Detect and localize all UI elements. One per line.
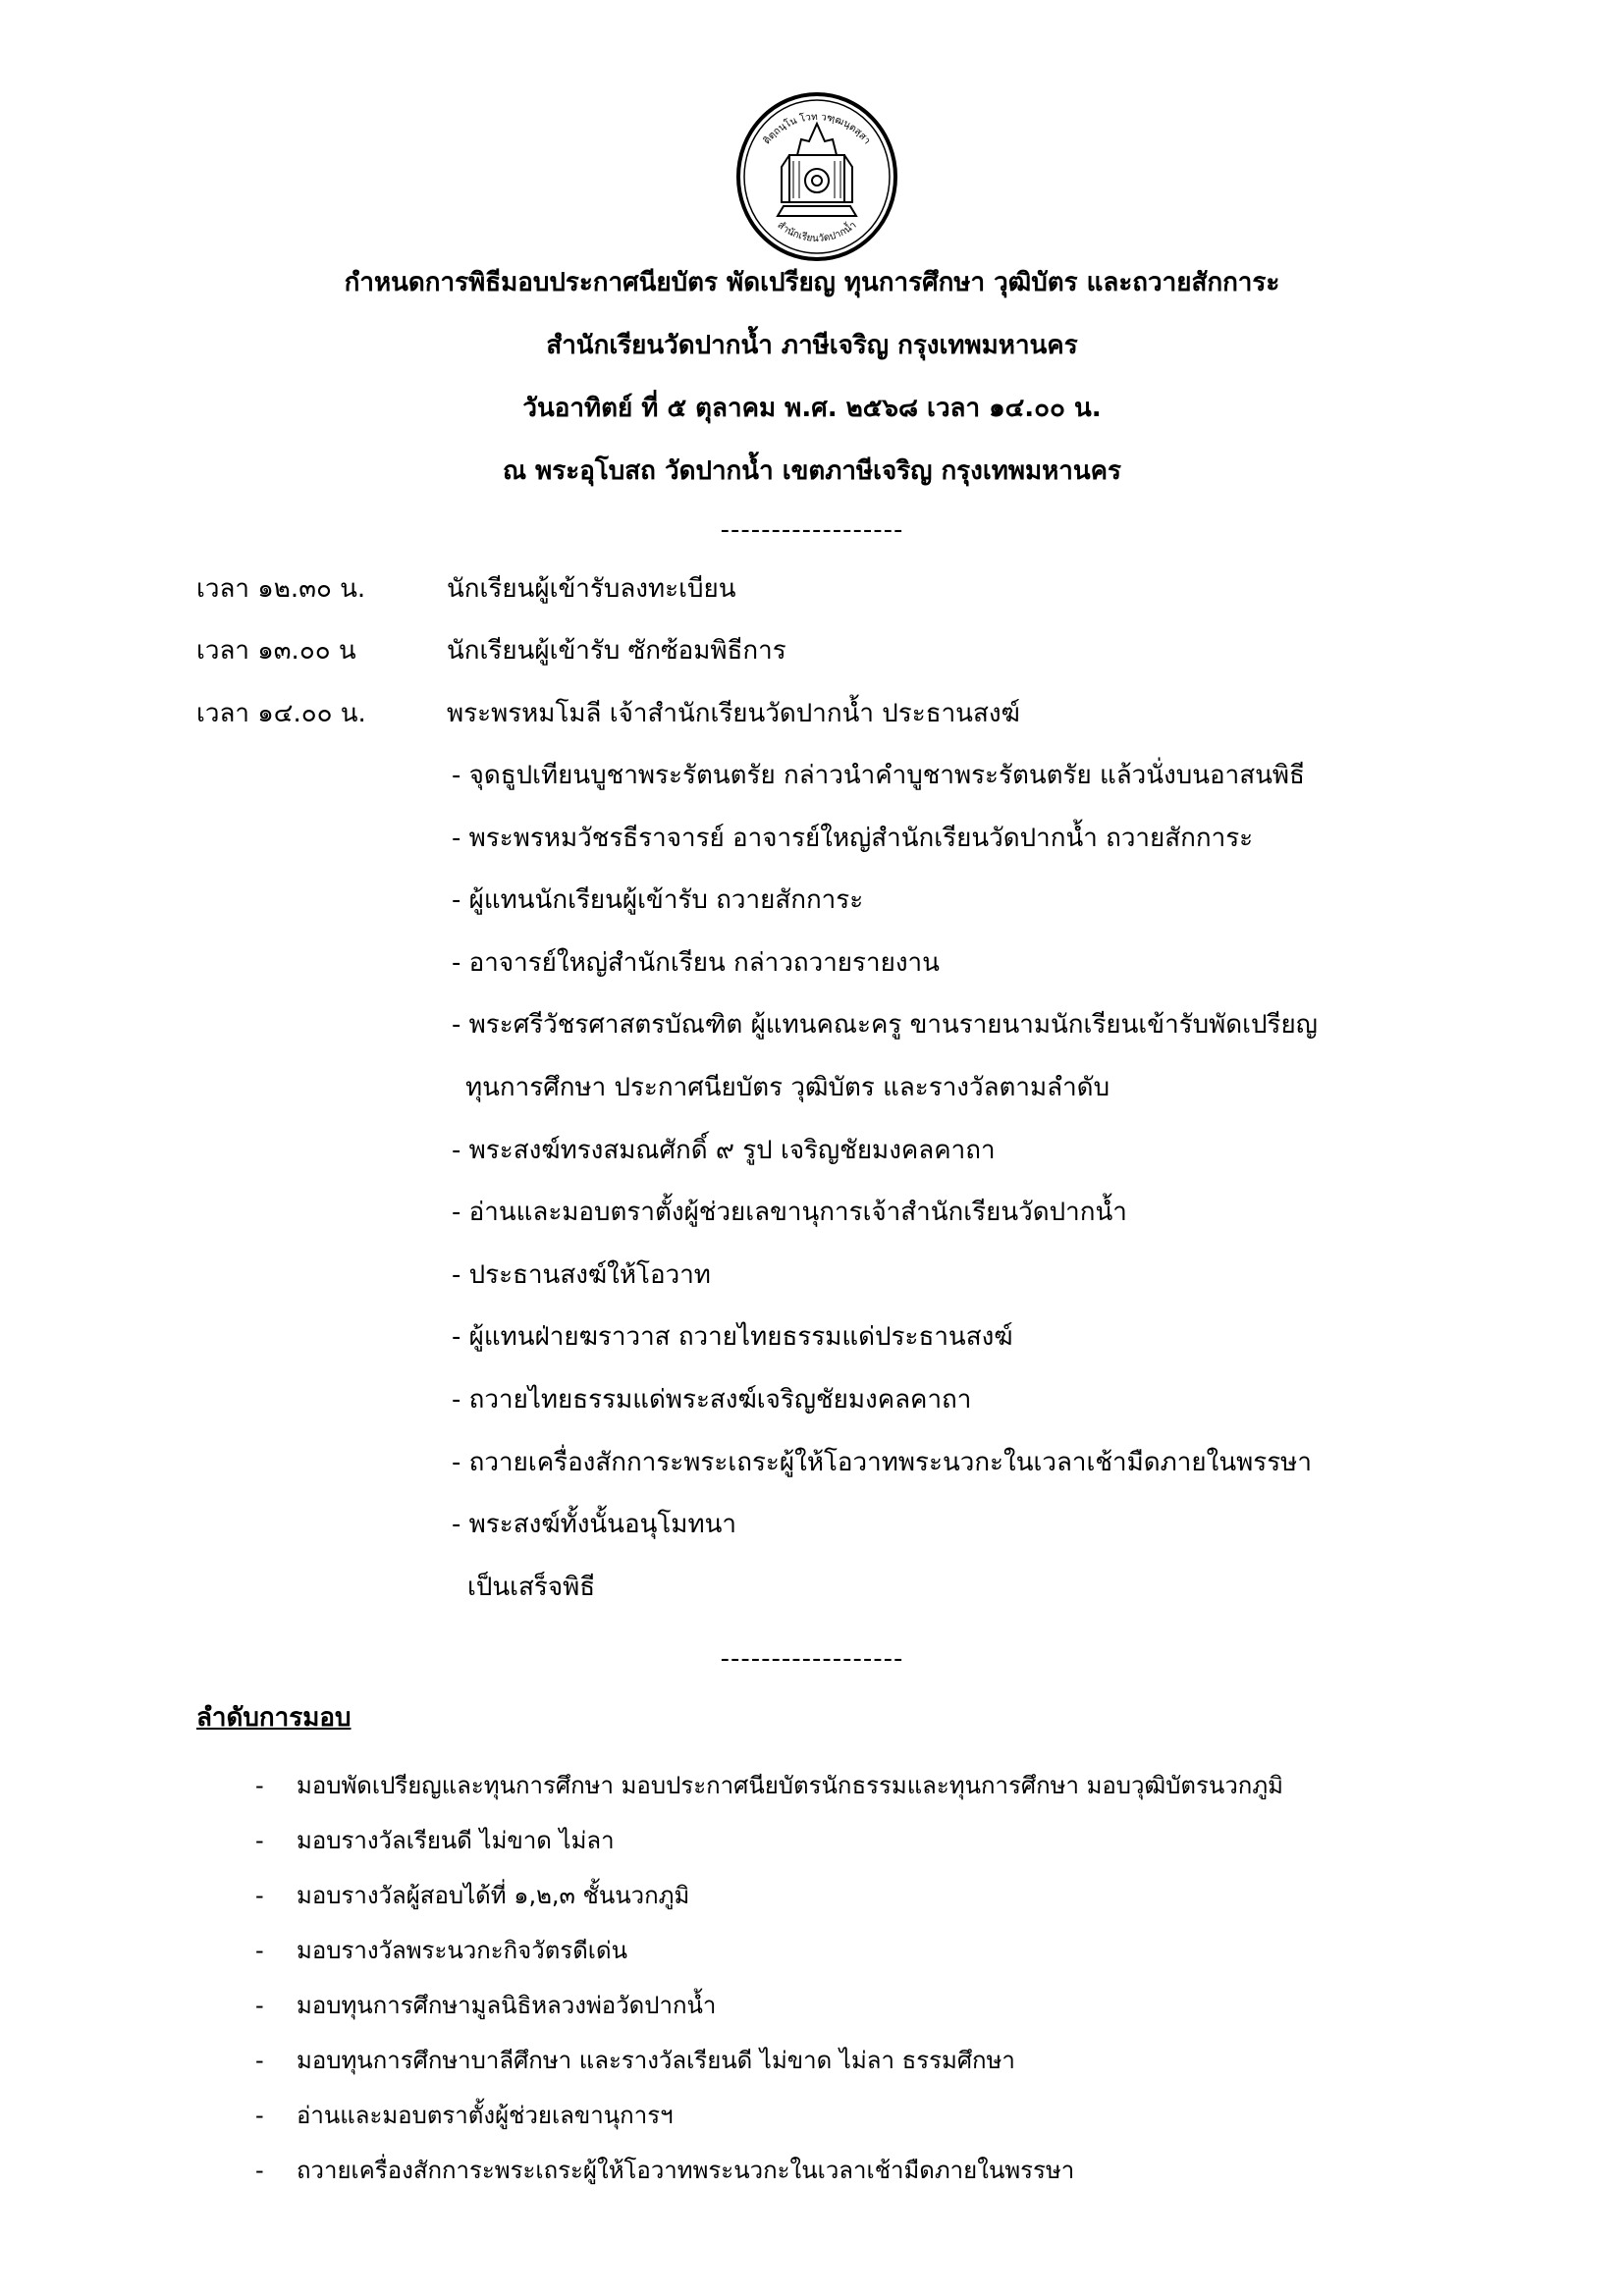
bullet-dash: - <box>255 1992 264 2019</box>
seal-top-text: ติตฺถนฺโน โวท วฑฺฒนฺตสฺสา <box>761 111 873 147</box>
schedule-time: เวลา ๑๒.๓๐ น. <box>196 574 366 604</box>
divider-bottom: ------------------ <box>720 1644 904 1674</box>
ceremony-step: - ผู้แทนนักเรียนผู้เข้ารับ ถวายสักการะ <box>452 885 864 915</box>
ceremony-step: - พระศรีวัชรศาสตรบัณฑิต ผู้แทนคณะครู ขานรายนามนักเรียนเข้ารับพัดเปรียญ <box>452 1010 1318 1040</box>
bullet-dash: - <box>255 1772 264 1799</box>
ceremony-step: - จุดธูปเทียนบูชาพระรัตนตรัย กล่าวนำคำบูชาพระรัตนตรัย แล้วนั่งบนอาสนพิธี <box>452 761 1305 790</box>
header-date: วันอาทิตย์ ที่ ๕ ตุลาคม พ.ศ. ๒๕๖๘ เวลา ๑๔.๐๐ น. <box>522 394 1102 423</box>
order-item: มอบรางวัลพระนวกะกิจวัตรดีเด่น <box>297 1937 627 1964</box>
ceremony-step: - อาจารย์ใหญ่สำนักเรียน กล่าวถวายรายงาน <box>452 948 940 978</box>
ceremony-step: - ถวายไทยธรรมแด่พระสงฆ์เจริญชัยมงคลคาถา <box>452 1385 972 1415</box>
header-title: กำหนดการพิธีมอบประกาศนียบัตร พัดเปรียญ ทุนการศึกษา วุฒิบัตร และถวายสักการะ <box>344 268 1280 297</box>
divider-top: ------------------ <box>720 515 904 545</box>
header-venue: ณ พระอุโบสถ วัดปากน้ำ เขตภาษีเจริญ กรุงเทพมหานคร <box>502 456 1122 486</box>
bullet-dash: - <box>255 1937 264 1964</box>
ceremony-step: - ถวายเครื่องสักการะพระเถระผู้ให้โอวาทพระนวกะในเวลาเช้ามืดภายในพรรษา <box>452 1448 1312 1477</box>
schedule-desc: นักเรียนผู้เข้ารับ ซักซ้อมพิธีการ <box>447 636 786 666</box>
header-location: สำนักเรียนวัดปากน้ำ ภาษีเจริญ กรุงเทพมหานคร <box>546 331 1078 360</box>
svg-text:สำนักเรียนวัดปากน้ำ <box>776 218 859 244</box>
order-item: อ่านและมอบตราตั้งผู้ช่วยเลขานุการฯ <box>297 2102 674 2129</box>
ceremony-step: - ผู้แทนฝ่ายฆราวาส ถวายไทยธรรมแด่ประธานสงฆ์ <box>452 1322 1013 1352</box>
ceremony-step: - พระพรหมวัชรธีราจารย์ อาจารย์ใหญ่สำนักเรียนวัดปากน้ำ ถวายสักการะ <box>452 824 1254 853</box>
bullet-dash: - <box>255 2047 264 2074</box>
ceremony-step: - พระสงฆ์ทั้งนั้นอนุโมทนา <box>452 1510 736 1539</box>
bullet-dash: - <box>255 1827 264 1854</box>
schedule-desc: พระพรหมโมลี เจ้าสำนักเรียนวัดปากน้ำ ประธานสงฆ์ <box>447 699 1020 728</box>
monastery-seal-icon <box>734 90 899 262</box>
ceremony-end: เป็นเสร็จพิธี <box>467 1573 596 1602</box>
order-item: มอบรางวัลผู้สอบได้ที่ ๑,๒,๓ ชั้นนวกภูมิ <box>297 1882 690 1909</box>
svg-text:ติตฺถนฺโน โวท วฑฺฒนฺตสฺสา <box>762 111 873 146</box>
order-item: ถวายเครื่องสักการะพระเถระผู้ให้โอวาทพระนวกะในเวลาเช้ามืดภายในพรรษา <box>297 2157 1075 2184</box>
order-item: มอบทุนการศึกษาบาลีศึกษา และรางวัลเรียนดี ไม่ขาด ไม่ลา ธรรมศึกษา <box>297 2047 1015 2074</box>
ceremony-step: - พระสงฆ์ทรงสมณศักดิ์ ๙ รูป เจริญชัยมงคลคาถา <box>452 1136 996 1165</box>
order-item: มอบพัดเปรียญและทุนการศึกษา มอบประกาศนียบัตรนักธรรมและทุนการศึกษา มอบวุฒิบัตรนวกภูมิ <box>297 1772 1283 1799</box>
order-item: มอบรางวัลเรียนดี ไม่ขาด ไม่ลา <box>297 1827 615 1854</box>
ceremony-step: - อ่านและมอบตราตั้งผู้ช่วยเลขานุการเจ้าสำนักเรียนวัดปากน้ำ <box>452 1198 1127 1227</box>
schedule-time: เวลา ๑๓.๐๐ น <box>196 636 356 666</box>
ceremony-step-continuation: ทุนการศึกษา ประกาศนียบัตร วุฒิบัตร และรางวัลตามลำดับ <box>465 1073 1110 1102</box>
order-item: มอบทุนการศึกษามูลนิธิหลวงพ่อวัดปากน้ำ <box>297 1992 717 2019</box>
ceremony-step: - ประธานสงฆ์ให้โอวาท <box>452 1260 711 1290</box>
order-section-title: ลำดับการมอบ <box>196 1703 352 1733</box>
schedule-desc: นักเรียนผู้เข้ารับลงทะเบียน <box>447 574 736 604</box>
bullet-dash: - <box>255 2102 264 2129</box>
schedule-time: เวลา ๑๔.๐๐ น. <box>196 699 366 728</box>
bullet-dash: - <box>255 2157 264 2184</box>
seal-bottom-text: สำนักเรียนวัดปากน้ำ <box>775 219 859 244</box>
bullet-dash: - <box>255 1882 264 1909</box>
